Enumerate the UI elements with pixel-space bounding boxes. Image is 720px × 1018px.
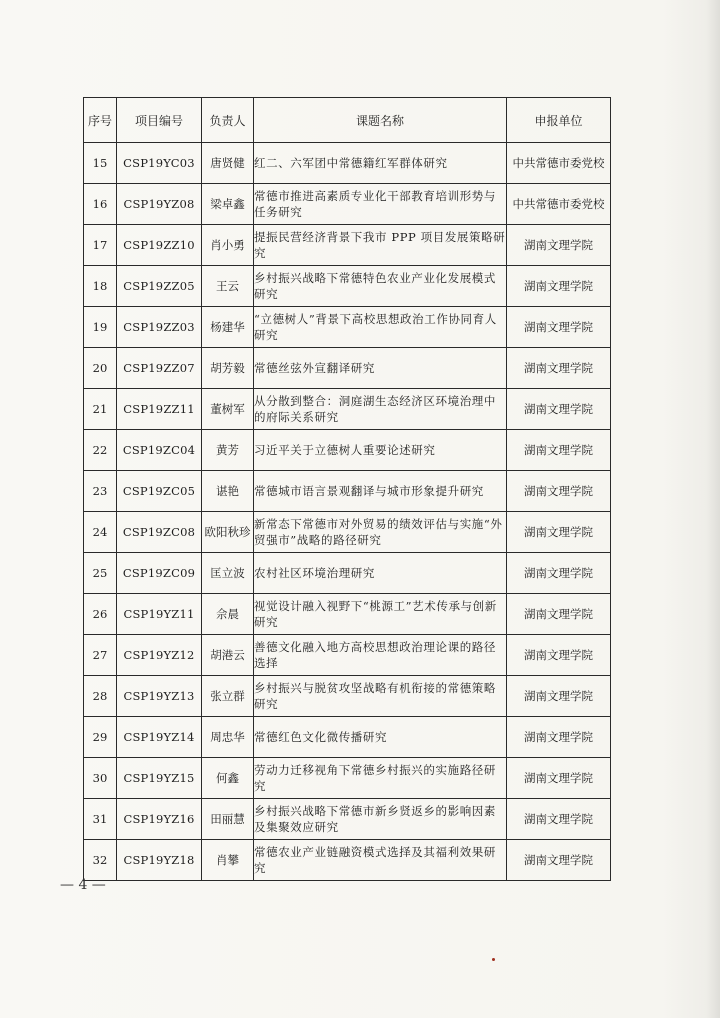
cell-seq: 25 — [84, 553, 117, 594]
table-row — [84, 512, 611, 553]
cell-code: CSP19YZ12 — [117, 635, 202, 676]
cell-unit: 湖南文理学院 — [507, 594, 611, 635]
cell-code: CSP19ZZ11 — [117, 389, 202, 430]
cell-seq: 27 — [84, 635, 117, 676]
cell-owner: 周忠华 — [202, 717, 254, 758]
cell-owner: 胡芳毅 — [202, 348, 254, 389]
header-owner: 负责人 — [202, 98, 254, 143]
table-row — [84, 307, 611, 348]
header-topic: 课题名称 — [254, 98, 507, 143]
cell-topic: 乡村振兴战略下常德市新乡贤返乡的影响因素及集聚效应研究 — [254, 799, 507, 840]
cell-unit: 湖南文理学院 — [507, 225, 611, 266]
cell-seq: 26 — [84, 594, 117, 635]
page-edge-shadow — [706, 0, 720, 1018]
cell-unit: 湖南文理学院 — [507, 389, 611, 430]
cell-code: CSP19ZC08 — [117, 512, 202, 553]
cell-seq: 29 — [84, 717, 117, 758]
cell-seq: 24 — [84, 512, 117, 553]
header-code: 项目编号 — [117, 98, 202, 143]
cell-topic: 常德市推进高素质专业化干部教育培训形势与任务研究 — [254, 184, 507, 225]
cell-code: CSP19YZ13 — [117, 676, 202, 717]
cell-owner: 何鑫 — [202, 758, 254, 799]
cell-owner: 谌艳 — [202, 471, 254, 512]
cell-code: CSP19YZ18 — [117, 840, 202, 881]
cell-topic: 常德城市语言景观翻译与城市形象提升研究 — [254, 471, 507, 512]
project-table — [83, 97, 611, 881]
cell-topic: 新常态下常德市对外贸易的绩效评估与实施“外贸强市”战略的路径研究 — [254, 512, 507, 553]
cell-seq: 22 — [84, 430, 117, 471]
cell-seq: 20 — [84, 348, 117, 389]
cell-code: CSP19ZZ03 — [117, 307, 202, 348]
table-row — [84, 717, 611, 758]
cell-topic: 从分散到整合：洞庭湖生态经济区环境治理中的府际关系研究 — [254, 389, 507, 430]
cell-unit: 湖南文理学院 — [507, 717, 611, 758]
cell-code: CSP19ZZ07 — [117, 348, 202, 389]
cell-code: CSP19YZ15 — [117, 758, 202, 799]
header-seq: 序号 — [84, 98, 117, 143]
cell-code: CSP19ZZ05 — [117, 266, 202, 307]
cell-owner: 肖小勇 — [202, 225, 254, 266]
table-row — [84, 553, 611, 594]
cell-code: CSP19YZ14 — [117, 717, 202, 758]
cell-owner: 匡立波 — [202, 553, 254, 594]
cell-seq: 17 — [84, 225, 117, 266]
cell-unit: 湖南文理学院 — [507, 799, 611, 840]
cell-owner: 佘晨 — [202, 594, 254, 635]
cell-code: CSP19YZ11 — [117, 594, 202, 635]
scan-speck — [492, 958, 495, 961]
table-row — [84, 594, 611, 635]
cell-seq: 18 — [84, 266, 117, 307]
table-row — [84, 266, 611, 307]
cell-seq: 28 — [84, 676, 117, 717]
cell-unit: 湖南文理学院 — [507, 266, 611, 307]
cell-code: CSP19ZC09 — [117, 553, 202, 594]
cell-unit: 湖南文理学院 — [507, 676, 611, 717]
cell-unit: 湖南文理学院 — [507, 430, 611, 471]
cell-unit: 中共常德市委党校 — [507, 143, 611, 184]
cell-code: CSP19YZ16 — [117, 799, 202, 840]
cell-code: CSP19ZZ10 — [117, 225, 202, 266]
cell-topic: 乡村振兴战略下常德特色农业产业化发展模式研究 — [254, 266, 507, 307]
cell-unit: 湖南文理学院 — [507, 471, 611, 512]
cell-seq: 19 — [84, 307, 117, 348]
cell-topic: 常德丝弦外宣翻译研究 — [254, 348, 507, 389]
cell-topic: 农村社区环境治理研究 — [254, 553, 507, 594]
table-row — [84, 758, 611, 799]
cell-owner: 肖攀 — [202, 840, 254, 881]
cell-unit: 湖南文理学院 — [507, 512, 611, 553]
cell-topic: 习近平关于立德树人重要论述研究 — [254, 430, 507, 471]
cell-topic: 视觉设计融入视野下“桃源工”艺术传承与创新研究 — [254, 594, 507, 635]
cell-unit: 湖南文理学院 — [507, 840, 611, 881]
cell-seq: 16 — [84, 184, 117, 225]
cell-seq: 23 — [84, 471, 117, 512]
table-row — [84, 635, 611, 676]
cell-owner: 黄芳 — [202, 430, 254, 471]
cell-unit: 湖南文理学院 — [507, 758, 611, 799]
cell-seq: 30 — [84, 758, 117, 799]
cell-topic: 常德农业产业链融资模式选择及其福利效果研究 — [254, 840, 507, 881]
cell-owner: 胡港云 — [202, 635, 254, 676]
cell-seq: 31 — [84, 799, 117, 840]
cell-owner: 张立群 — [202, 676, 254, 717]
cell-code: CSP19YZ08 — [117, 184, 202, 225]
table-row — [84, 676, 611, 717]
cell-owner: 梁卓鑫 — [202, 184, 254, 225]
cell-seq: 15 — [84, 143, 117, 184]
cell-unit: 中共常德市委党校 — [507, 184, 611, 225]
cell-code: CSP19ZC04 — [117, 430, 202, 471]
cell-owner: 欧阳秋珍 — [202, 512, 254, 553]
table-row — [84, 143, 611, 184]
table-row — [84, 840, 611, 881]
cell-topic: 劳动力迁移视角下常德乡村振兴的实施路径研究 — [254, 758, 507, 799]
table-row — [84, 799, 611, 840]
cell-topic: 提振民营经济背景下我市 PPP 项目发展策略研究 — [254, 225, 507, 266]
page-number: — 4 — — [60, 877, 106, 893]
cell-owner: 董树军 — [202, 389, 254, 430]
table-row — [84, 389, 611, 430]
cell-seq: 32 — [84, 840, 117, 881]
table-row — [84, 471, 611, 512]
cell-owner: 唐贤健 — [202, 143, 254, 184]
cell-owner: 杨建华 — [202, 307, 254, 348]
cell-topic: “立德树人”背景下高校思想政治工作协同育人研究 — [254, 307, 507, 348]
cell-unit: 湖南文理学院 — [507, 635, 611, 676]
table-row — [84, 348, 611, 389]
cell-topic: 常德红色文化微传播研究 — [254, 717, 507, 758]
cell-owner: 田丽慧 — [202, 799, 254, 840]
cell-unit: 湖南文理学院 — [507, 553, 611, 594]
table-header-row — [84, 98, 611, 143]
cell-seq: 21 — [84, 389, 117, 430]
cell-unit: 湖南文理学院 — [507, 307, 611, 348]
table-row — [84, 430, 611, 471]
cell-code: CSP19ZC05 — [117, 471, 202, 512]
cell-topic: 红二、六军团中常德籍红军群体研究 — [254, 143, 507, 184]
header-unit: 申报单位 — [507, 98, 611, 143]
table-row — [84, 184, 611, 225]
table-row — [84, 225, 611, 266]
cell-owner: 王云 — [202, 266, 254, 307]
cell-code: CSP19YC03 — [117, 143, 202, 184]
cell-topic: 乡村振兴与脱贫攻坚战略有机衔接的常德策略研究 — [254, 676, 507, 717]
cell-topic: 善德文化融入地方高校思想政治理论课的路径选择 — [254, 635, 507, 676]
cell-unit: 湖南文理学院 — [507, 348, 611, 389]
